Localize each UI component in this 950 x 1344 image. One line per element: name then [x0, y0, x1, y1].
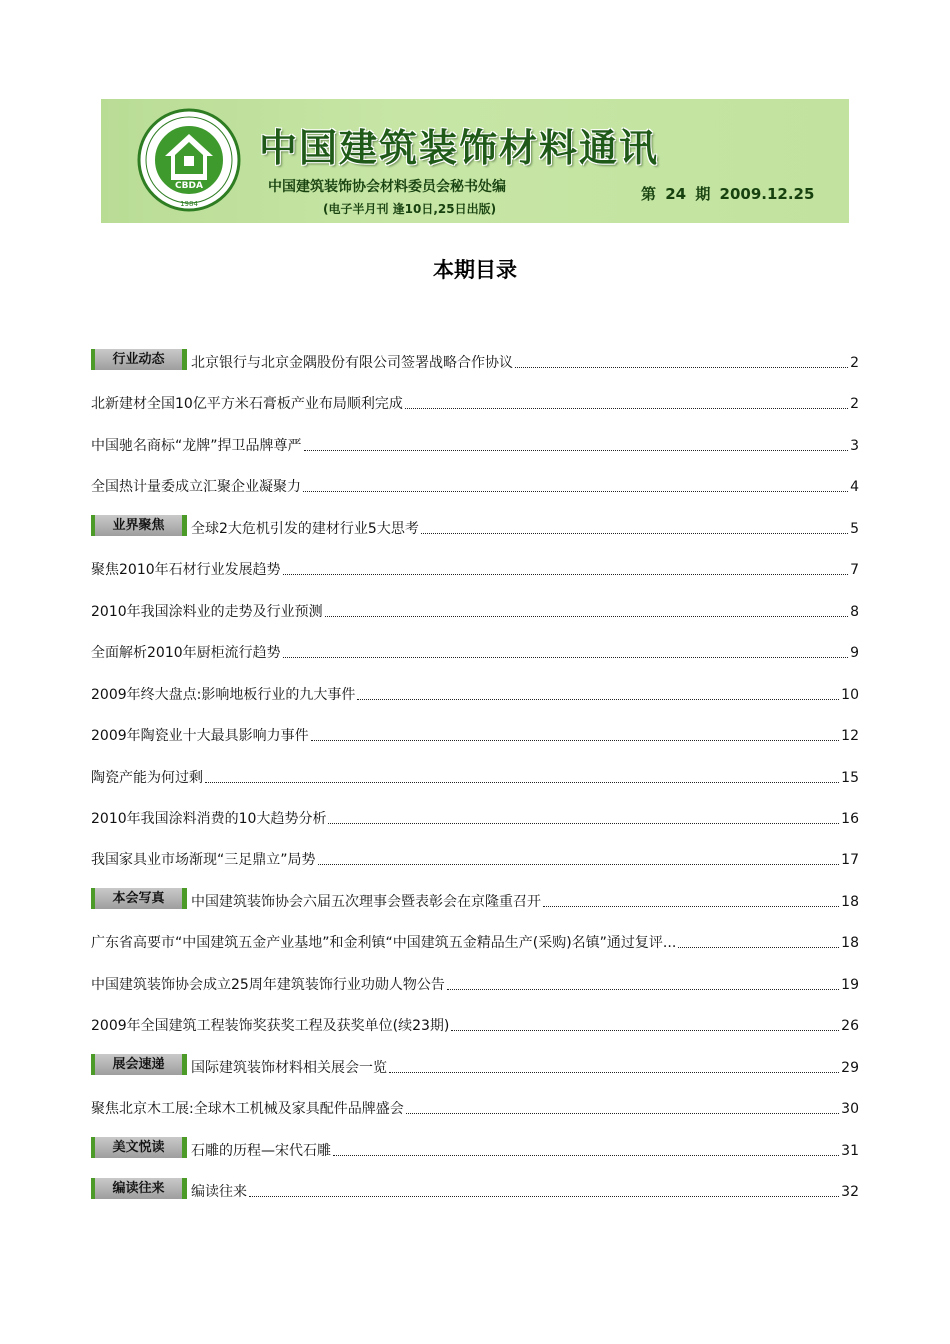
dot-leader [328, 822, 839, 824]
toc-page-number: 9 [850, 645, 859, 661]
toc-entry-title: 石雕的历程—宋代石雕 [191, 1143, 331, 1159]
dot-leader [515, 366, 848, 368]
toc-entry[interactable] [91, 1096, 859, 1118]
dot-leader [283, 656, 848, 658]
toc-entry[interactable] [91, 930, 859, 952]
dot-leader [406, 1112, 839, 1114]
toc-page-number: 32 [841, 1184, 859, 1200]
toc-entry[interactable] [91, 557, 859, 579]
dot-leader [311, 739, 840, 741]
toc-entry-title: 中国建筑装饰协会成立25周年建筑装饰行业功勋人物公告 [91, 977, 445, 993]
house-logo-icon [137, 108, 241, 212]
publication-frequency: (电子半月刊 逢10日,25日出版) [323, 202, 497, 216]
toc-entry[interactable] [91, 682, 859, 704]
toc-entry[interactable] [91, 474, 859, 496]
dot-leader [357, 698, 839, 700]
toc-page-number: 12 [841, 728, 859, 744]
toc-entry[interactable] [91, 1138, 859, 1160]
dot-leader [303, 490, 848, 492]
toc-page-number: 30 [841, 1101, 859, 1117]
toc-entry-title: 2009年陶瓷业十大最具影响力事件 [91, 728, 309, 744]
toc-entry[interactable] [91, 350, 859, 372]
dot-leader [205, 781, 839, 783]
section-tag: 展会速递 [91, 1054, 187, 1075]
dot-leader [421, 532, 848, 534]
dot-leader [389, 1071, 839, 1073]
toc-entry[interactable] [91, 972, 859, 994]
toc-entry-title: 北新建材全国10亿平方米石膏板产业布局顺利完成 [91, 396, 403, 412]
toc-entry[interactable] [91, 599, 859, 621]
masthead-banner [101, 99, 849, 223]
toc-entry-title: 全球2大危机引发的建材行业5大思考 [191, 521, 419, 537]
toc-page-number: 15 [841, 770, 859, 786]
toc-entry-title: 我国家具业市场渐现“三足鼎立”局势 [91, 852, 316, 868]
dot-leader [304, 449, 849, 451]
dot-leader [249, 1195, 839, 1197]
section-tag: 美文悦读 [91, 1137, 187, 1158]
toc-entry-title: 2010年我国涂料消费的10大趋势分析 [91, 811, 327, 827]
toc-entry-title: 2010年我国涂料业的走势及行业预测 [91, 604, 323, 620]
toc-entry-title: 2009年终大盘点:影响地板行业的九大事件 [91, 687, 356, 703]
toc-page-number: 2 [850, 355, 859, 371]
toc-entry[interactable] [91, 1013, 859, 1035]
toc-entry-title: 陶瓷产能为何过剩 [91, 770, 203, 786]
toc-page-number: 18 [841, 935, 859, 951]
toc-page-number: 7 [850, 562, 859, 578]
dot-leader [451, 1029, 839, 1031]
toc-page-number: 3 [850, 438, 859, 454]
toc-page-number: 8 [850, 604, 859, 620]
toc-page-number: 26 [841, 1018, 859, 1034]
publication-title: 中国建筑装饰材料通讯 [259, 125, 660, 170]
dot-leader [405, 407, 848, 409]
toc-entry[interactable] [91, 433, 859, 455]
toc-page-number: 16 [841, 811, 859, 827]
toc-entry-title: 全面解析2010年厨柜流行趋势 [91, 645, 281, 661]
dot-leader [325, 615, 848, 617]
toc-entry[interactable] [91, 806, 859, 828]
toc-page-number: 2 [850, 396, 859, 412]
section-tag: 行业动态 [91, 349, 187, 370]
toc-page-number: 10 [841, 687, 859, 703]
toc-entry-title: 北京银行与北京金隅股份有限公司签署战略合作协议 [191, 355, 513, 371]
toc-page-number: 29 [841, 1060, 859, 1076]
section-tag: 本会写真 [91, 888, 187, 909]
dot-leader [333, 1154, 839, 1156]
publisher-line: 中国建筑装饰协会材料委员会秘书处编 [268, 179, 506, 195]
issue-number-date: 第 24 期 2009.12.25 [641, 185, 815, 203]
toc-entry-title: 2009年全国建筑工程装饰奖获奖工程及获奖单位(续23期) [91, 1018, 450, 1034]
dot-leader [543, 905, 839, 907]
toc-entry[interactable] [91, 847, 859, 869]
toc-entry-title: 聚焦2010年石材行业发展趋势 [91, 562, 281, 578]
toc-page-number: 5 [850, 521, 859, 537]
svg-text:CBDA: CBDA [175, 181, 203, 191]
toc-entry[interactable] [91, 765, 859, 787]
section-tag: 编读往来 [91, 1178, 187, 1199]
toc-entry[interactable] [91, 723, 859, 745]
toc-entry[interactable] [91, 1179, 859, 1201]
toc-page-number: 4 [850, 479, 859, 495]
toc-page-number: 31 [841, 1143, 859, 1159]
page-title: 本期目录 [433, 258, 517, 282]
section-tag: 业界聚焦 [91, 515, 187, 536]
toc-entry-title: 聚焦北京木工展:全球木工机械及家具配件品牌盛会 [91, 1101, 404, 1117]
toc-entry[interactable] [91, 516, 859, 538]
dot-leader [447, 988, 839, 990]
dot-leader [318, 863, 840, 865]
toc-entry[interactable] [91, 391, 859, 413]
dot-leader [283, 573, 848, 575]
toc-entry-title: 广东省高要市“中国建筑五金产业基地”和金利镇“中国建筑五金精品生产(采购)名镇”通过复评... [91, 935, 677, 951]
toc-page-number: 17 [841, 852, 859, 868]
toc-entry[interactable] [91, 889, 859, 911]
toc-page-number: 18 [841, 894, 859, 910]
toc-entry-title: 国际建筑装饰材料相关展会一览 [191, 1060, 387, 1076]
dot-leader [678, 946, 839, 948]
toc-entry[interactable] [91, 640, 859, 662]
toc-entry-title: 编读往来 [191, 1184, 247, 1200]
toc-entry-title: 中国建筑装饰协会六届五次理事会暨表彰会在京隆重召开 [191, 894, 541, 910]
svg-text:1984: 1984 [180, 200, 198, 208]
toc-entry-title: 全国热计量委成立汇聚企业凝聚力 [91, 479, 301, 495]
toc-entry-title: 中国驰名商标“龙牌”捍卫品牌尊严 [91, 438, 302, 454]
toc-entry[interactable] [91, 1055, 859, 1077]
toc-page-number: 19 [841, 977, 859, 993]
